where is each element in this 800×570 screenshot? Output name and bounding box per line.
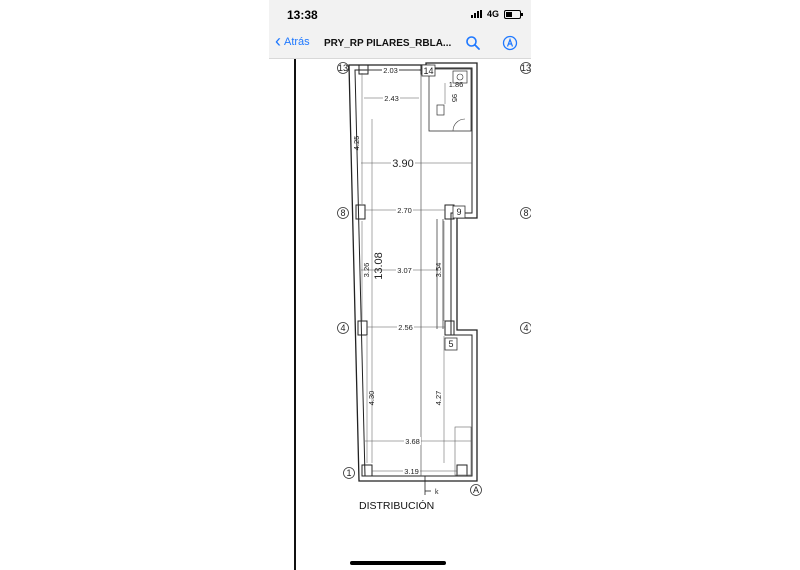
dim-4-27: 4.27 bbox=[434, 390, 443, 406]
dim-1-86: 1.86 bbox=[448, 80, 464, 89]
axis-8-right: 8 bbox=[523, 208, 529, 218]
column bbox=[358, 321, 367, 335]
dim-3-68: 3.68 bbox=[405, 437, 420, 446]
navigation-bar bbox=[269, 30, 531, 59]
dim-3-19: 3.19 bbox=[404, 467, 419, 476]
axis-8: 8 bbox=[340, 208, 346, 218]
dim-13-08: 13.08 bbox=[373, 252, 385, 280]
dim-4-30: 4.30 bbox=[367, 390, 376, 406]
chevron-left-icon: ‹ bbox=[275, 30, 281, 51]
floor-plan-drawing bbox=[269, 59, 531, 570]
status-indicators bbox=[471, 9, 521, 19]
back-button[interactable] bbox=[275, 30, 310, 51]
section-mark-label: k bbox=[435, 489, 439, 496]
network-type: 4G bbox=[486, 9, 499, 19]
door-swing bbox=[453, 119, 465, 131]
axis-9: 9 bbox=[456, 207, 462, 217]
column bbox=[457, 465, 467, 476]
home-indicator[interactable] bbox=[350, 561, 446, 565]
axis-5: 5 bbox=[448, 339, 454, 349]
search-icon[interactable] bbox=[465, 35, 481, 51]
dim-3-90: 3.90 bbox=[392, 158, 414, 170]
column bbox=[356, 205, 365, 219]
dim-2-03: 2.03 bbox=[383, 66, 398, 75]
document-title: PRY_RP PILARES_RBLA... bbox=[324, 38, 452, 49]
toilet-icon bbox=[437, 105, 444, 115]
markup-pen-icon[interactable] bbox=[502, 35, 518, 51]
axis-13-right: 13 bbox=[520, 63, 531, 73]
back-label: Atrás bbox=[284, 36, 310, 48]
dim-4-25: 4.25 bbox=[352, 135, 361, 151]
axis-A: A bbox=[472, 485, 480, 495]
axis-13: 13 bbox=[337, 63, 349, 73]
axis-14: 14 bbox=[423, 66, 434, 76]
dim-95: 95 bbox=[450, 93, 459, 103]
axis-4: 4 bbox=[340, 323, 346, 333]
phone-screen bbox=[269, 0, 531, 570]
column bbox=[445, 321, 454, 335]
signal-icon bbox=[471, 10, 482, 18]
bathroom bbox=[429, 69, 471, 131]
status-time: 13:38 bbox=[287, 8, 318, 22]
battery-icon bbox=[504, 10, 521, 19]
dim-2-56: 2.56 bbox=[398, 323, 413, 332]
axis-1: 1 bbox=[346, 468, 352, 478]
pdf-page bbox=[269, 59, 531, 570]
dim-2-43: 2.43 bbox=[384, 94, 399, 103]
status-bar bbox=[269, 0, 531, 30]
plan-title: DISTRIBUCIÓN bbox=[359, 500, 435, 512]
axis-4-right: 4 bbox=[523, 323, 529, 333]
dim-2-70: 2.70 bbox=[397, 206, 412, 215]
column bbox=[362, 465, 372, 476]
dim-3-26: 3.26 bbox=[362, 262, 371, 278]
dim-3-07: 3.07 bbox=[397, 266, 412, 275]
dim-3-54: 3.54 bbox=[434, 262, 443, 278]
